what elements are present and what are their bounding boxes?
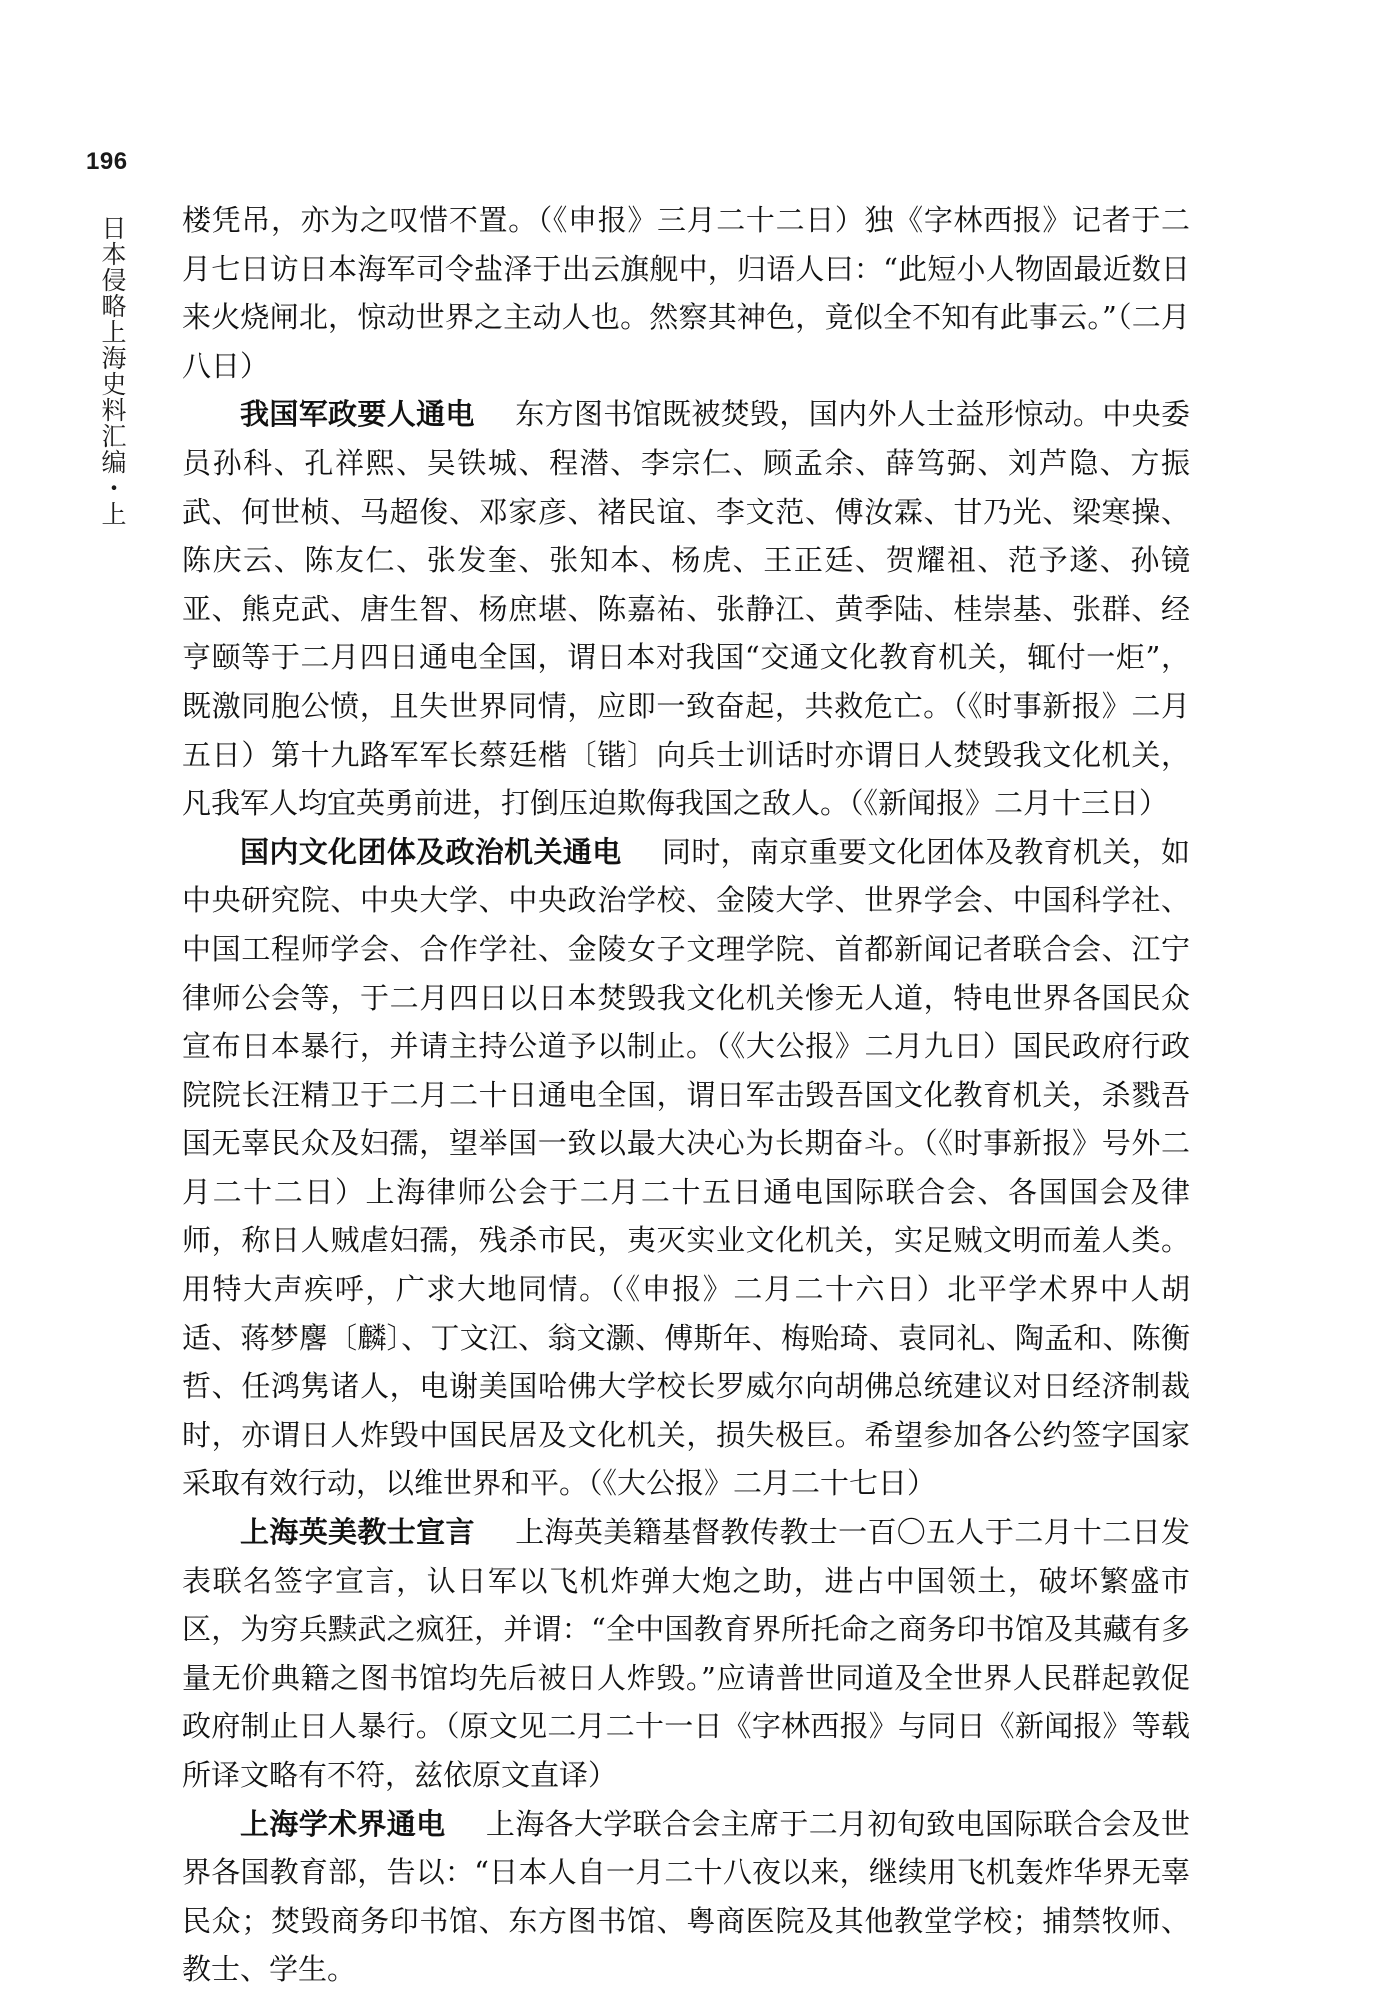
section-heading: 上海英美教士宣言 (240, 1515, 475, 1550)
paragraph-missionaries (182, 1508, 1190, 1800)
paragraph-military-officials (182, 390, 1190, 827)
paragraph-text: 东方图书馆既被焚毁，国内外人士益形惊动。中央委员孙科、孔祥熙、吴铁城、程潜、李宗仁、顾孟余、薛笃弼、刘芦隐、方振武、何世桢、马超俊、邓家彦、褚民谊、李文范、傅汝霖、甘乃光、梁寒操、陈庆云、陈友仁、张发奎、张知本、杨虎、王正廷、贺耀祖、范予遂、孙镜亚、熊克武、唐生智、杨庶堪、陈嘉祐、张静江、黄季陆、桂崇基、张群、经亨颐等于二月四日通电全国，谓日本对我国“交通文化教育机关，辄付一炬”，既激同胞公愤，且失世界同情，应即一致奋起，共救危亡。（《时事新报》二月五日）第十九路军军长蔡廷楷〔锴〕向兵士训话时亦谓日人焚毁我文化机关，凡我军人均宜英勇前进，打倒压迫欺侮我国之敌人。（《新闻报》二月十三日） (182, 397, 1190, 821)
section-heading: 国内文化团体及政治机关通电 (240, 834, 622, 869)
section-heading: 我国军政要人通电 (240, 397, 475, 432)
paragraph-continuation (182, 196, 1190, 390)
page-number: 196 (86, 148, 128, 175)
paragraph-cultural-groups (182, 828, 1190, 1508)
paragraph-text: 同时，南京重要文化团体及教育机关，如中央研究院、中央大学、中央政治学校、金陵大学、世界学会、中国科学社、中国工程师学会、合作学社、金陵女子文理学院、首都新闻记者联合会、江宁律师公会等，于二月四日以日本焚毁我文化机关惨无人道，特电世界各国民众宣布日本暴行，并请主持公道予以制止。（《大公报》二月九日）国民政府行政院院长汪精卫于二月二十日通电全国，谓日军击毁吾国文化教育机关，杀戮吾国无辜民众及妇孺，望举国一致以最大决心为长期奋斗。（《时事新报》号外二月二十二日）上海律师公会于二月二十五日通电国际联合会、各国国会及律师，称日人贼虐妇孺，残杀市民，夷灭实业文化机关，实足贼文明而羞人类。用特大声疾呼，广求大地同情。（《申报》二月二十六日）北平学术界中人胡适、蒋梦麐〔麟〕、丁文江、翁文灏、傅斯年、梅贻琦、袁同礼、陶孟和、陈衡哲、任鸿隽诸人，电谢美国哈佛大学校长罗威尔向胡佛总统建议对日经济制裁时，亦谓日人炸毁中国民居及文化机关，损失极巨。希望参加各公约签字国家采取有效行动，以维世界和平。（《大公报》二月二十七日） (182, 834, 1190, 1501)
running-title: 日本侵略上海史料汇编・上 (98, 215, 127, 527)
paragraph-text: 上海各大学联合会主席于二月初旬致电国际联合会及世界各国教育部，告以：“日本人自一月二十八夜以来，继续用飞机轰炸华界无辜民众；焚毁商务印书馆、东方图书馆、粤商医院及其他教堂学校；捕禁牧师、教士、学生。 (182, 1806, 1190, 1987)
paragraph-academia (182, 1800, 1190, 1994)
body-text (182, 196, 1190, 1994)
paragraph-text: 楼凭吊，亦为之叹惜不置。（《申报》三月二十二日）独《字林西报》记者于二月七日访日本海军司令盐泽于出云旗舰中，归语人曰：“此短小人物固最近数日来火烧闸北，惊动世界之主动人也。然察其神色，竟似全不知有此事云。”（二月八日） (182, 203, 1190, 383)
section-heading: 上海学术界通电 (240, 1806, 446, 1841)
paragraph-text: 上海英美籍基督教传教士一百〇五人于二月十二日发表联名签字宣言，认日军以飞机炸弹大炮之助，进占中国领土，破坏繁盛市区，为穷兵黩武之疯狂，并谓：“全中国教育界所托命之商务印书馆及其藏有多量无价典籍之图书馆均先后被日人炸毁。”应请普世同道及全世界人民群起敦促政府制止日人暴行。（原文见二月二十一日《字林西报》与同日《新闻报》等载所译文略有不符，兹依原文直译） (182, 1515, 1190, 1792)
